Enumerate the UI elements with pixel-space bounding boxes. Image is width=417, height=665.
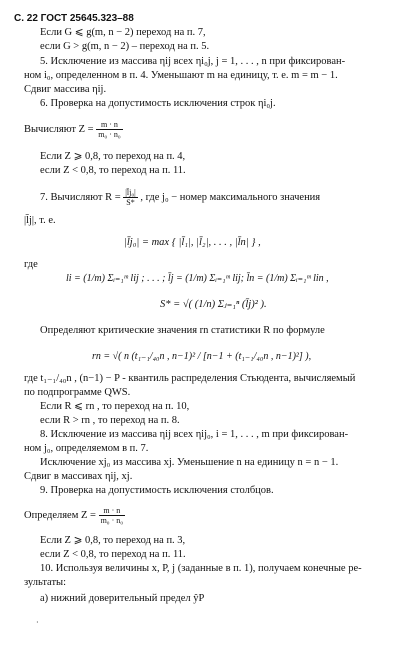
text-line: если R > rn , то переход на п. 8. [40,415,180,426]
text-line: ном i₀, определенном в п. 4. Уменьшают m на единицу, т. е. m = m − 1. [24,70,338,81]
text-line: если G > g(m, n − 2) – переход на п. 5. [40,41,210,52]
fraction [99,506,125,525]
formula-r-lhs: 7. Вычисляют R = [40,191,121,203]
text-line: где [24,259,38,270]
fraction-denominator: m₀ · n₀ [100,516,124,525]
formula-r [40,188,320,207]
fraction-numerator: m · n [96,120,122,130]
text-line: |l̄j|, т. е. [24,215,56,226]
formula-max: |l̄j₀| = max { |l̄₁|, |l̄₂|, . . . , |l̄n| } , [124,237,261,248]
text-line: если Z < 0,8, то переход на п. 11. [40,165,186,176]
text-line: Если Z ⩾ 0,8, то переход на п. 4, [40,151,186,162]
text-line: Если G ⩽ g(m, n − 2) переход на п. 7, [40,27,206,38]
text-line: где t₁₋₁/₄₀n , (n−1) − P - квантиль распределения Стьюдента, вычисляемый [24,373,356,384]
fraction-numerator: |l̄j₀| [125,188,136,197]
formula-z-lhs: Вычисляют Z = [24,123,94,135]
text-line: 6. Проверка на допустимость исключения строк ηi₀j. [40,98,276,109]
formula-means: li = (1/m) Σᵢ₌₁ᵐ lij ; . . . ; l̄j = (1/m) Σᵢ₌₁ᵐ lij; l̄n = (1/m) Σᵢ₌₁ᵐ lin , [66,273,329,284]
text-line: 5. Исключение из массива ηij всех ηi₀j, j = 1, . . . , n при фиксирован- [40,56,346,67]
text-line: а) нижний доверительный предел ŷP [40,593,205,604]
page-header: С. 22 ГОСТ 25645.323–88 [14,13,134,24]
text-line: Сдвиг массива ηij. [24,84,107,95]
text-line: Определяют критические значения rn статистики R по формуле [40,325,325,336]
formula-z2 [24,506,125,525]
text-line: 8. Исключение из массива ηij всех ηij₀, i = 1, . . . , m при фиксирован- [40,429,349,440]
formula-rn: rn = √( n (t₁₋₁/₄₀n , n−1)² / [n−1 + (t₁₋₁/₄₀n , n−1)²] ), [92,351,312,362]
formula-s-star: S* = √( (1/n) Σⱼ₌₁ⁿ (l̄j)² ). [160,299,267,310]
fraction-denominator: m₀ · n₀ [98,130,121,139]
text-line: Исключение xj₀ из массива xj. Уменьшение n на единицу n = n − 1. [40,457,339,468]
text-line: 10. Используя величины x, P, j (заданные в п. 1), получаем конечные ре- [40,563,362,574]
stray-mark: · [36,618,39,627]
fraction-denominator: S* [126,198,135,207]
text-line: зультаты: [24,577,67,588]
text-line: если Z < 0,8, то переход на п. 11. [40,549,186,560]
text-line: по подпрограмме QWS. [24,387,131,398]
text-line: Сдвиг в массивах ηij, xj. [24,471,133,482]
formula-z [24,120,123,139]
text-line: ном j₀, определяемом в п. 7. [24,443,149,454]
fraction [96,120,122,139]
fraction [123,188,137,207]
formula-z2-lhs: Определяем Z = [24,509,96,521]
text-line: Если R ⩽ rn , то переход на п. 10, [40,401,190,412]
text-line: 9. Проверка на допустимость исключения столбцов. [40,485,274,496]
formula-r-tail: , где j₀ − номер максимального значения [140,191,321,203]
text-line: Если Z ⩾ 0,8, то переход на п. 3, [40,535,186,546]
fraction-numerator: m · n [99,506,125,516]
